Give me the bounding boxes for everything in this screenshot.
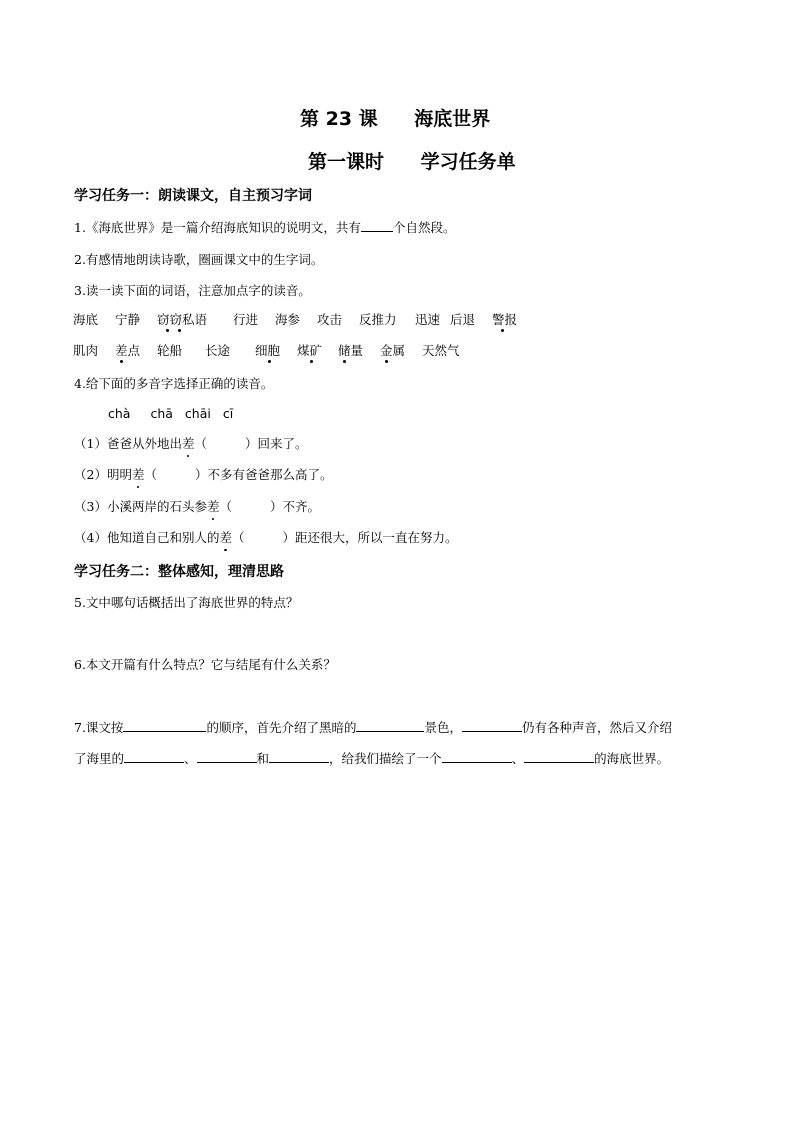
sentence-text: 不齐。 [282,499,321,514]
emphasis-dot [268,360,271,363]
class-period: 第一课时 [308,151,385,173]
word: 海参 [275,312,301,327]
word: 窃窃私语 [157,312,208,327]
open-paren: （ [144,467,157,482]
question-7-text: 仍有各种声音，然后又介绍 [521,720,672,735]
close-paren: ） [245,436,258,451]
sentence-text: 回来了。 [257,436,308,451]
question-7-text: 7.课文按 [74,720,124,735]
word: 迅速 [415,312,441,327]
word: 宁静 [115,312,141,327]
word: 天然气 [422,343,460,358]
word: 肌肉 [73,343,99,358]
question-7-line-1 [74,718,672,736]
question-3: 3.读一读下面的词语，注意加点字的读音。 [74,283,311,298]
lesson-title [300,104,490,131]
close-paren: ） [270,499,283,514]
word: 攻击 [317,312,343,327]
open-paren: （ [194,436,207,451]
word: 细胞 [255,343,281,358]
question-2: 2.有感情地朗读诗歌，圈画课文中的生字词。 [74,252,324,267]
task2-heading: 学习任务二：整体感知，理清思路 [74,564,284,580]
question-5: 5.文中哪句话概括出了海底世界的特点？ [74,595,299,610]
emphasis-dot [385,360,388,363]
polyphone-char: 差 [131,467,145,482]
answer-blank[interactable] [524,749,594,763]
answer-blank[interactable] [124,749,184,763]
word: 长途 [205,343,231,358]
emphasis-dot [310,360,313,363]
close-paren: ） [194,467,208,482]
word: 储量 [338,343,364,358]
sentence-text: （1）爸爸从外地出 [74,436,182,451]
word-list-row-2 [73,341,753,361]
lesson-number: 第 23 课 [300,108,378,130]
question-7-text: 和 [256,751,270,766]
task1-heading: 学习任务一：朗读课文，自主预习字词 [74,188,312,204]
polyphone-char: 差 [219,530,232,545]
word: 警报 [492,312,518,327]
emphasis-dot [120,360,123,363]
sentence-text: 距还很大，所以一直在努力。 [295,530,458,545]
polyphone-char: 差 [181,436,195,451]
sentence-text: （2）明明 [74,467,132,482]
question-7-text: 、 [511,751,525,766]
answer-blank[interactable] [123,718,206,732]
answer-blank[interactable] [442,749,512,763]
lesson-name: 海底世界 [414,108,491,130]
question-6: 6.本文开篇有什么特点？它与结尾有什么关系？ [74,657,336,672]
sentence-1 [74,434,308,452]
word: 金属 [380,343,406,358]
question-4: 4.给下面的多音字选择正确的读音。 [74,376,274,391]
answer-blank[interactable] [361,218,393,232]
question-1 [74,218,455,236]
question-7-text: 了海里的 [74,751,125,766]
sentence-3 [74,497,320,515]
answer-blank[interactable] [269,749,329,763]
word-list-row-1 [73,310,753,330]
open-paren: （ [231,530,245,545]
emphasis-dot [501,329,504,332]
answer-blank[interactable] [197,749,257,763]
sentence-text: （3）小溪两岸的石头参 [74,499,207,514]
answer-blank[interactable] [356,718,424,732]
emphasis-dot [166,329,169,332]
question-7-text: 、 [184,751,197,766]
question-7-line-2 [74,749,669,767]
question-7-text: 的海底世界。 [594,751,670,766]
word: 行进 [233,312,259,327]
word: 海底 [73,312,99,327]
question-7-text: ，给我们描绘了一个 [329,751,442,766]
word: 煤矿 [297,343,323,358]
question-7-text: 景色， [424,720,462,735]
polyphone-char: 差 [206,499,220,514]
emphasis-dot [343,360,346,363]
pinyin-option: cī [222,406,234,421]
sentence-text: 不多有爸爸那么高了。 [207,467,333,482]
pinyin-option: chā [150,406,173,421]
word: 反推力 [359,312,397,327]
worksheet-subtitle [308,147,516,174]
word: 后退 [450,312,476,327]
pinyin-option: chāi [184,406,211,421]
sentence-4 [74,528,458,546]
word: 差点 [115,343,141,358]
sentence-2 [74,465,333,483]
close-paren: ） [282,530,296,545]
question-7-text: 的顺序，首先介绍了黑暗的 [206,720,357,735]
worksheet-name: 学习任务单 [420,151,516,173]
open-paren: （ [219,499,232,514]
answer-blank[interactable] [462,718,522,732]
emphasis-dot [178,329,181,332]
pinyin-option: chà [108,406,131,421]
pinyin-options [108,406,233,421]
question-1-text: 1.《海底世界》是一篇介绍海底知识的说明文，共有 [74,220,361,235]
sentence-text: （4）他知道自己和别人的 [74,530,220,545]
word: 轮船 [157,343,183,358]
question-1-text-end: 个自然段。 [392,220,456,235]
